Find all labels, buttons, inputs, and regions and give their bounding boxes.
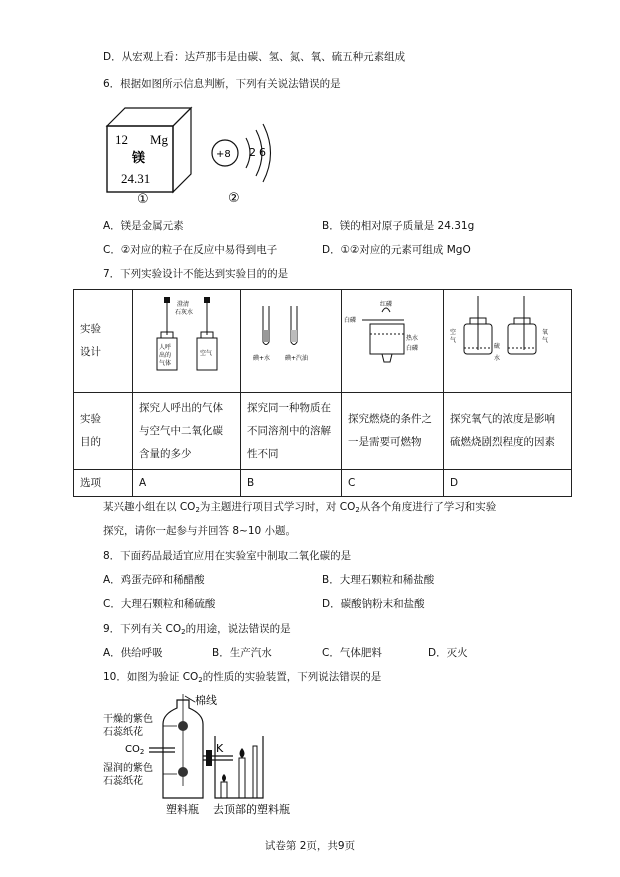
svg-text:碘+水: 碘+水: [253, 355, 271, 362]
atom-structure-diagram: [208, 118, 276, 204]
q6-option-a: A．镁是金属元素: [103, 220, 184, 232]
figure-d-cell: [444, 290, 572, 393]
purpose-b: 探究同一种物质在 不同溶剂中的溶解 性不同: [241, 393, 342, 470]
q5-option-d: D．从宏观上看：达芦那韦是由碳、氢、氮、氧、硫五种元素组成: [103, 51, 406, 63]
option-b: B: [241, 470, 342, 497]
svg-text:白磷: 白磷: [406, 345, 419, 352]
page-footer: 试卷第 2页，共9页: [264, 840, 356, 852]
figure-b-iodine-solubility: [241, 290, 340, 383]
q9-option-a: A．供给呼吸: [103, 647, 163, 659]
svg-text:空气: 空气: [200, 350, 213, 357]
q8-option-b: B．大理石颗粒和稀盐酸: [322, 574, 435, 586]
dry-flower-label-1: 干燥的紫色: [103, 714, 153, 725]
element-symbol: Mg: [150, 132, 169, 147]
question-6: 6．根据如图所示信息判断，下列有关说法错误的是: [103, 78, 341, 90]
option-a: A: [133, 470, 241, 497]
wet-flower-label-1: 湿润的紫色: [103, 763, 153, 774]
co2-property-apparatus: [103, 690, 303, 818]
figure-a-cell: [133, 290, 241, 393]
q8-option-d: D．碳酸钠粉末和盐酸: [322, 598, 425, 610]
design-header: 实验 设计: [74, 290, 133, 393]
figure-d-oxygen-concentration: [444, 290, 570, 383]
dry-flower-label-2: 石蕊纸花: [103, 727, 143, 738]
intro-line-1: 某兴趣小组在以 $CO_2$为主题进行项目式学习时，对 $CO_2$从各个角度进行了学习和实验: [103, 501, 497, 514]
svg-text:白磷: 白磷: [344, 317, 357, 324]
q9-option-b: B．生产汽水: [212, 647, 272, 659]
svg-text:气: 气: [542, 337, 549, 344]
atomic-mass: 24.31: [121, 171, 151, 186]
option-d: D: [444, 470, 572, 497]
svg-text:气体: 气体: [159, 360, 172, 367]
row-options: [74, 470, 572, 497]
svg-text:气: 气: [450, 337, 457, 344]
option-c: C: [342, 470, 444, 497]
valve-label: K: [216, 742, 224, 755]
svg-text:人呼: 人呼: [159, 344, 172, 351]
figure-c-combustion: [342, 290, 442, 383]
intro-line-2: 探究，请你一起参与并回答 8~10 小题。: [103, 525, 297, 537]
figure-c-cell: [342, 290, 444, 393]
question-10: 10．如图为验证 $CO_2$的性质的实验装置，下列说法错误的是: [103, 671, 382, 684]
shell-1-electrons: 2: [249, 146, 256, 159]
q9-option-d: D．灭火: [428, 647, 468, 659]
q8-option-a: A．鸡蛋壳碎和稀醋酸: [103, 574, 205, 586]
shell-2-electrons: 6: [259, 146, 266, 159]
figure-label-1: ①: [137, 192, 149, 204]
co2-label: $CO_2$: [125, 744, 145, 756]
q8-option-c: C．大理石颗粒和稀硫酸: [103, 598, 216, 610]
svg-text:澄清: 澄清: [177, 301, 190, 308]
figure-a-breath-test: [133, 290, 239, 383]
row-design: [74, 290, 572, 393]
svg-text:硫: 硫: [494, 343, 501, 350]
atomic-number: 12: [115, 132, 128, 147]
svg-text:出的: 出的: [159, 352, 172, 359]
caption-cut-bottle: 去顶部的塑料瓶: [213, 803, 290, 816]
q6-option-c: C．②对应的粒子在反应中易得到电子: [103, 244, 278, 256]
svg-text:水: 水: [494, 355, 501, 362]
cotton-thread-label: 棉线: [195, 694, 217, 707]
svg-text:热水: 热水: [406, 335, 419, 342]
figure-label-2: ②: [228, 191, 240, 204]
figure-b-cell: [241, 290, 342, 393]
wet-flower-label-2: 石蕊纸花: [103, 776, 143, 787]
svg-text:氧: 氧: [542, 329, 549, 336]
question-7: 7．下列实验设计不能达到实验目的的是: [103, 268, 289, 280]
purpose-a: 探究人呼出的气体 与空气中二氧化碳 含量的多少: [133, 393, 241, 470]
svg-text:石灰水: 石灰水: [175, 309, 194, 316]
q6-option-b: B．镁的相对原子质量是 24.31g: [322, 220, 475, 232]
row-purpose: [74, 393, 572, 470]
experiment-table: [73, 289, 572, 497]
purpose-d: 探究氧气的浓度是影响 硫燃烧剧烈程度的因素: [444, 393, 572, 470]
svg-text:碘+汽油: 碘+汽油: [285, 355, 309, 362]
magnesium-element-card: [105, 104, 195, 204]
option-header: 选项: [74, 470, 133, 497]
svg-text:红磷: 红磷: [380, 301, 393, 308]
question-8: 8．下面药品最适宜应用在实验室中制取二氧化碳的是: [103, 550, 352, 562]
purpose-c: 探究燃烧的条件之 一是需要可燃物: [342, 393, 444, 470]
caption-plastic-bottle: 塑料瓶: [166, 803, 199, 816]
svg-text:空: 空: [450, 329, 457, 336]
element-name: 镁: [132, 151, 146, 166]
purpose-header: 实验 目的: [74, 393, 133, 470]
nucleus-charge: +8: [216, 149, 231, 160]
q9-option-c: C．气体肥料: [322, 647, 382, 659]
q6-option-d: D．①②对应的元素可组成 MgO: [322, 244, 471, 256]
question-9: 9．下列有关 $CO_2$的用途，说法错误的是: [103, 623, 291, 636]
